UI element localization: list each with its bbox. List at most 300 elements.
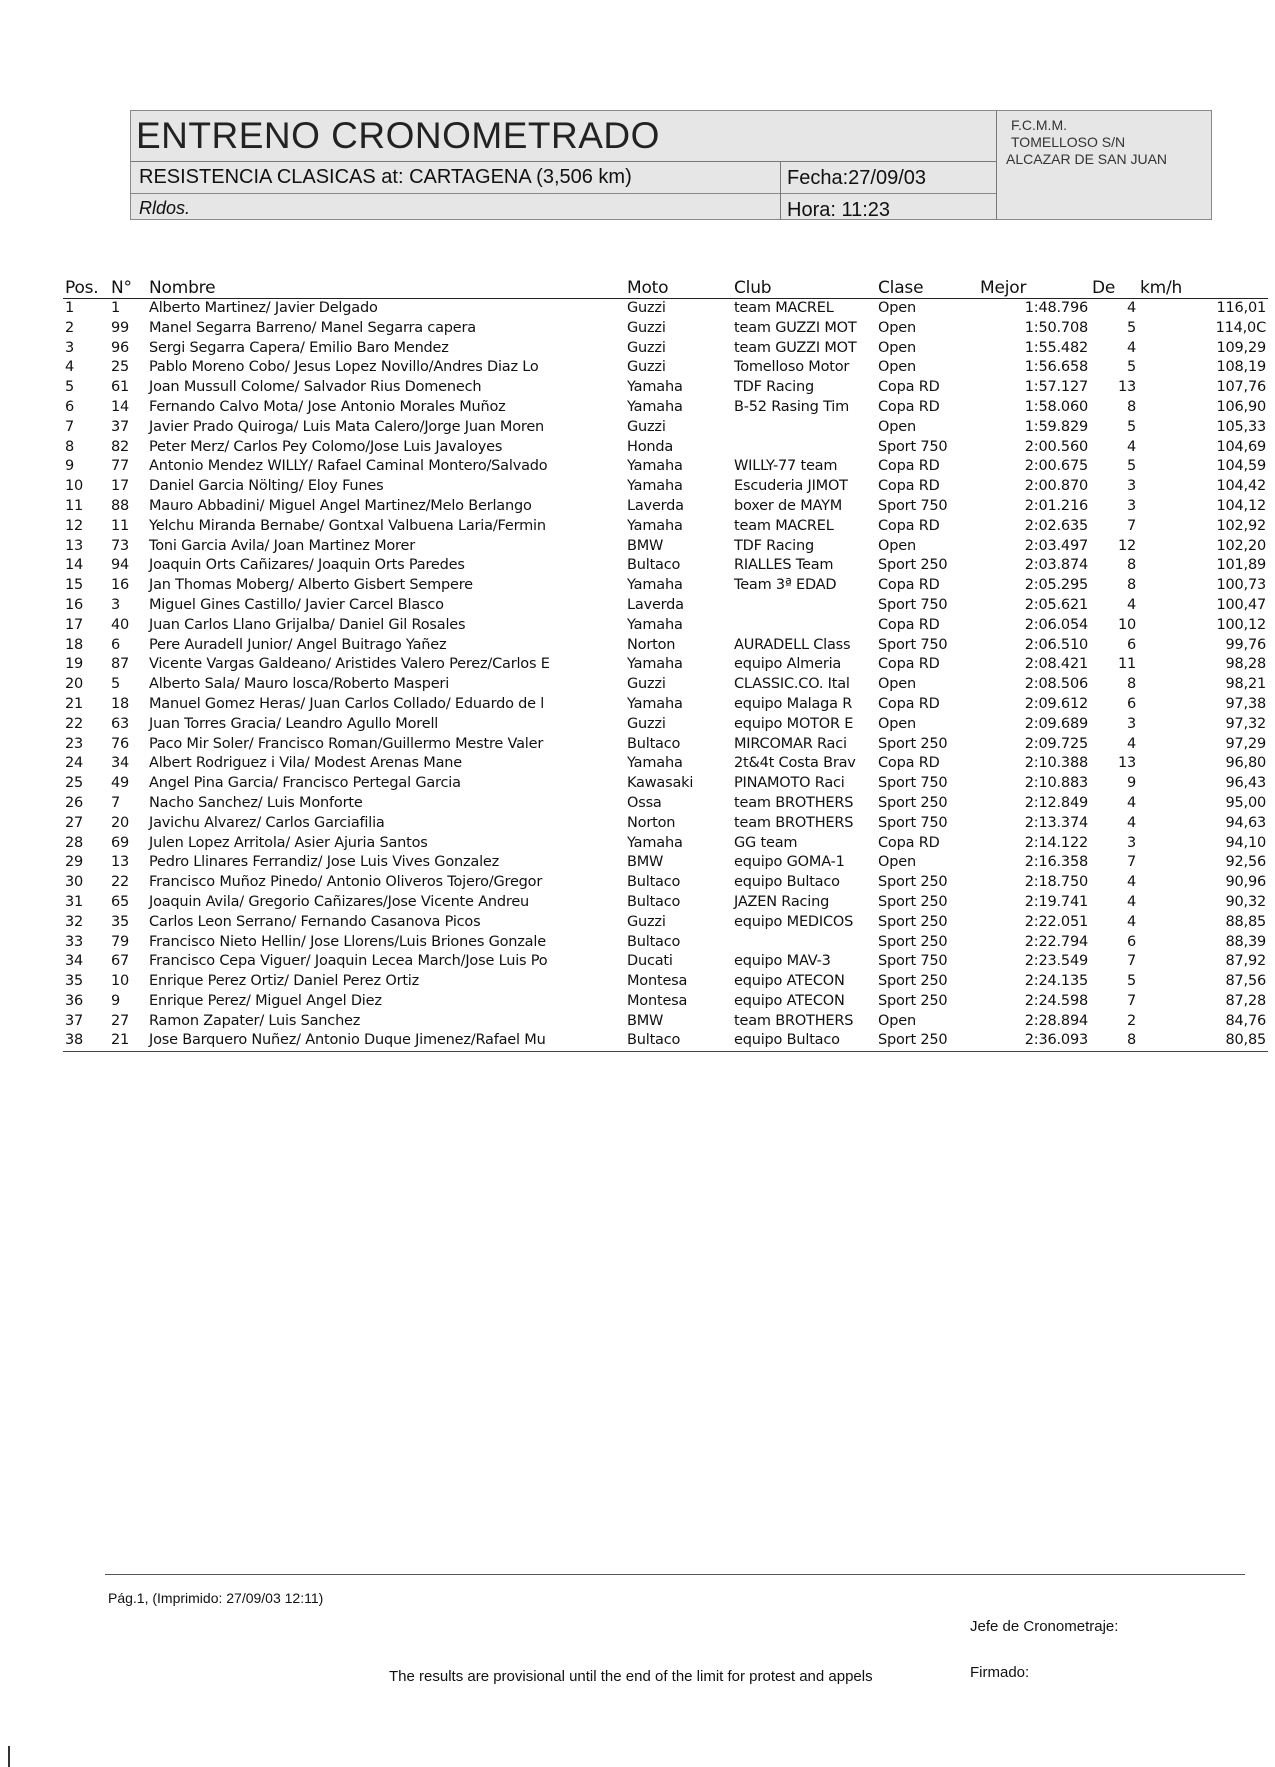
cell-name: Jan Thomas Moberg/ Alberto Gisbert Sempere xyxy=(149,577,473,594)
cell-class: Sport 250 xyxy=(878,735,948,752)
cell-speed: 102,92 xyxy=(1216,517,1266,534)
table-row xyxy=(63,972,1268,992)
cell-class: Sport 250 xyxy=(876,1031,978,1051)
cell-number: 61 xyxy=(111,379,130,396)
cell-bike: Guzzi xyxy=(627,319,666,336)
cell-number: 17 xyxy=(111,478,130,495)
cell-bike: Ducati xyxy=(627,953,673,970)
cell-class: Sport 750 xyxy=(878,438,948,455)
cell-number: 37 xyxy=(111,418,130,435)
cell-name: Francisco Muñoz Pinedo/ Antonio Oliveros Tojero/Gregor xyxy=(149,874,543,891)
column-header-number: N° xyxy=(109,278,147,299)
cell-class: Copa RD xyxy=(878,834,940,851)
cell-speed: 87,92 xyxy=(1225,953,1266,970)
cell-best-lap: 2:05.621 xyxy=(1024,596,1088,613)
cell-laps: 4 xyxy=(1126,339,1136,356)
cell-speed: 87,28 xyxy=(1225,992,1266,1009)
cell-bike: Laverda xyxy=(627,596,684,613)
cell-laps: 6 xyxy=(1126,636,1136,653)
cell-number: 7 xyxy=(111,794,121,811)
cell-class: Sport 250 xyxy=(878,893,948,910)
table-row xyxy=(63,715,1268,735)
cell-club: JAZEN Racing xyxy=(734,893,830,910)
cell-club: equipo GOMA-1 xyxy=(734,854,845,871)
cell-club: equipo Malaga R xyxy=(734,695,853,712)
cell-club: 2t&4t Costa Brav xyxy=(734,755,856,772)
cell-class: Sport 250 xyxy=(878,557,948,574)
cell-bike: Guzzi xyxy=(627,676,666,693)
column-header-pos: Pos. xyxy=(63,278,109,299)
cell-club: Team 3ª EDAD xyxy=(734,577,837,594)
cell-speed: 100,47 xyxy=(1216,596,1266,613)
cell-class: Sport 750 xyxy=(878,775,948,792)
cell-pos: 24 xyxy=(65,755,84,772)
cell-name: Peter Merz/ Carlos Pey Colomo/Jose Luis Javaloyes xyxy=(149,438,503,455)
cell-class: Sport 250 xyxy=(878,933,948,950)
cell-club xyxy=(732,933,876,953)
cell-pos: 8 xyxy=(65,438,75,455)
cell-club: equipo Bultaco xyxy=(734,874,840,891)
footer-divider xyxy=(105,1574,1245,1575)
table-row xyxy=(63,596,1268,616)
cell-speed: 80,85 xyxy=(1138,1031,1268,1051)
cell-bike: Yamaha xyxy=(627,517,683,534)
cell-club: team GUZZI MOT xyxy=(734,319,857,336)
cell-pos: 1 xyxy=(65,300,75,316)
cell-best-lap: 2:02.635 xyxy=(1024,517,1088,534)
cell-best-lap: 2:10.388 xyxy=(1024,755,1088,772)
cell-class: Copa RD xyxy=(878,458,940,475)
cell-bike: Bultaco xyxy=(625,1031,732,1051)
cell-laps: 4 xyxy=(1126,814,1136,831)
cell-pos: 2 xyxy=(65,319,75,336)
cell-pos: 9 xyxy=(65,458,75,475)
cell-bike: Guzzi xyxy=(627,359,666,376)
cell-club: TDF Racing xyxy=(734,379,815,396)
cell-bike: Yamaha xyxy=(627,398,683,415)
cell-bike: Yamaha xyxy=(627,616,683,633)
cell-speed: 96,43 xyxy=(1225,775,1266,792)
cell-best-lap: 2:00.560 xyxy=(1024,438,1088,455)
cell-best-lap: 2:19.741 xyxy=(1024,893,1088,910)
cell-name: Yelchu Miranda Bernabe/ Gontxal Valbuena Laria/Fermin xyxy=(149,517,546,534)
cell-name: Enrique Perez Ortiz/ Daniel Perez Ortiz xyxy=(149,973,420,990)
cell-bike: Bultaco xyxy=(627,735,681,752)
table-row xyxy=(63,675,1268,695)
table-row xyxy=(63,438,1268,458)
cell-pos: 12 xyxy=(65,517,84,534)
cell-speed: 96,80 xyxy=(1225,755,1266,772)
column-header-class: Clase xyxy=(876,278,978,299)
cell-number: 63 xyxy=(111,715,130,732)
cell-best-lap: 2:24.135 xyxy=(1024,973,1088,990)
cell-pos: 31 xyxy=(65,893,84,910)
cell-laps: 13 xyxy=(1117,379,1136,396)
cell-speed: 116,01 xyxy=(1216,300,1266,316)
column-header-best-lap: Mejor xyxy=(978,278,1090,299)
cell-speed: 102,20 xyxy=(1216,537,1266,554)
cell-name: Toni Garcia Avila/ Joan Martinez Morer xyxy=(149,537,415,554)
cell-speed: 84,76 xyxy=(1225,1012,1266,1029)
cell-pos: 35 xyxy=(65,973,84,990)
cell-best-lap: 2:09.612 xyxy=(1024,695,1088,712)
cell-speed: 104,42 xyxy=(1216,478,1266,495)
column-header-laps: De xyxy=(1090,278,1138,299)
report-date: Fecha:27/09/03 xyxy=(787,167,926,189)
cell-class: Sport 750 xyxy=(878,497,948,514)
cell-best-lap: 2:28.894 xyxy=(1024,1012,1088,1029)
header-divider xyxy=(780,161,781,220)
table-row xyxy=(63,636,1268,656)
cell-club: Tomelloso Motor xyxy=(734,359,850,376)
cell-pos: 3 xyxy=(65,339,75,356)
cell-pos: 14 xyxy=(65,557,84,574)
signed-label: Firmado: xyxy=(970,1664,1030,1681)
cell-speed: 114,0C xyxy=(1215,319,1266,336)
cell-speed: 94,10 xyxy=(1225,834,1266,851)
cell-name: Pablo Moreno Cobo/ Jesus Lopez Novillo/Andres Diaz Lo xyxy=(149,359,539,376)
cell-name: Carlos Leon Serrano/ Fernando Casanova Picos xyxy=(149,913,481,930)
cell-class: Copa RD xyxy=(878,755,940,772)
cell-bike: Bultaco xyxy=(627,933,681,950)
cell-laps: 12 xyxy=(1117,537,1136,554)
cell-pos: 22 xyxy=(65,715,84,732)
cell-name: Pedro Llinares Ferrandiz/ Jose Luis Vives Gonzalez xyxy=(149,854,500,871)
cell-speed: 104,69 xyxy=(1216,438,1266,455)
table-row xyxy=(63,556,1268,576)
cell-class: Open xyxy=(878,319,916,336)
cell-class: Sport 750 xyxy=(878,953,948,970)
cell-best-lap: 2:22.794 xyxy=(1024,933,1088,950)
cell-club: equipo ATECON xyxy=(734,992,845,1009)
cell-best-lap: 1:56.658 xyxy=(1024,359,1088,376)
cell-bike: BMW xyxy=(627,537,664,554)
cell-bike: Laverda xyxy=(627,497,684,514)
cell-club: WILLY-77 team xyxy=(734,458,838,475)
cell-best-lap: 2:16.358 xyxy=(1024,854,1088,871)
cell-number: 18 xyxy=(111,695,130,712)
cell-class: Copa RD xyxy=(878,695,940,712)
cell-speed: 97,32 xyxy=(1225,715,1266,732)
cell-name: Vicente Vargas Galdeano/ Aristides Valero Perez/Carlos E xyxy=(149,656,550,673)
cell-laps: 4 xyxy=(1126,893,1136,910)
cell-best-lap: 2:08.421 xyxy=(1024,656,1088,673)
table-row xyxy=(63,497,1268,517)
cell-bike: Guzzi xyxy=(627,418,666,435)
cell-laps: 7 xyxy=(1126,992,1136,1009)
cell-number: 27 xyxy=(111,1012,130,1029)
cell-name: Joan Mussull Colome/ Salvador Rius Domenech xyxy=(149,379,482,396)
table-body xyxy=(63,299,1268,1052)
cell-speed: 94,63 xyxy=(1225,814,1266,831)
cell-club xyxy=(732,596,876,616)
cell-laps: 11 xyxy=(1117,656,1136,673)
cell-club: equipo MEDICOS xyxy=(734,913,854,930)
cell-number: 22 xyxy=(111,874,130,891)
cell-pos: 19 xyxy=(65,656,84,673)
cell-number: 35 xyxy=(111,913,130,930)
cell-best-lap: 2:23.549 xyxy=(1024,953,1088,970)
cell-club: team BROTHERS xyxy=(734,1012,854,1029)
cell-pos: 5 xyxy=(65,379,75,396)
cell-speed: 90,32 xyxy=(1225,893,1266,910)
cell-speed: 95,00 xyxy=(1225,794,1266,811)
cell-pos: 34 xyxy=(65,953,84,970)
cell-number: 65 xyxy=(111,893,130,910)
cell-pos: 17 xyxy=(65,616,84,633)
cell-laps: 5 xyxy=(1126,418,1136,435)
table-row xyxy=(63,992,1268,1012)
cell-speed: 106,90 xyxy=(1216,398,1266,415)
report-header xyxy=(130,110,1212,220)
cell-class: Copa RD xyxy=(878,398,940,415)
column-header-bike: Moto xyxy=(625,278,732,299)
cell-name: Alberto Sala/ Mauro losca/Roberto Masperi xyxy=(149,676,450,693)
cell-class: Sport 750 xyxy=(878,814,948,831)
cell-bike: Honda xyxy=(627,438,674,455)
cell-bike: Montesa xyxy=(627,973,688,990)
cell-best-lap: 2:06.510 xyxy=(1024,636,1088,653)
cell-club xyxy=(732,616,876,636)
cell-speed: 104,12 xyxy=(1216,497,1266,514)
cell-laps: 4 xyxy=(1126,300,1136,316)
cell-number: 88 xyxy=(111,497,130,514)
cell-club: MIRCOMAR Raci xyxy=(734,735,847,752)
cell-best-lap: 2:06.054 xyxy=(1024,616,1088,633)
cell-name: Ramon Zapater/ Luis Sanchez xyxy=(149,1012,361,1029)
cell-club: boxer de MAYM xyxy=(734,497,843,514)
cell-laps: 3 xyxy=(1126,497,1136,514)
cell-speed: 97,38 xyxy=(1225,695,1266,712)
table-row xyxy=(63,655,1268,675)
organizer-city: ALCAZAR DE SAN JUAN xyxy=(1006,151,1168,167)
cell-number: 82 xyxy=(111,438,130,455)
cell-name: Enrique Perez/ Miguel Angel Diez xyxy=(149,992,382,1009)
cell-class: Sport 750 xyxy=(878,636,948,653)
cell-best-lap: 2:18.750 xyxy=(1024,874,1088,891)
cell-speed: 100,12 xyxy=(1216,616,1266,633)
table-row xyxy=(63,695,1268,715)
cell-class: Open xyxy=(878,676,916,693)
table-row xyxy=(63,834,1268,854)
cell-club: equipo Almeria xyxy=(734,656,842,673)
cell-pos: 18 xyxy=(65,636,84,653)
cell-bike: Guzzi xyxy=(627,913,666,930)
table-row xyxy=(63,774,1268,794)
cell-name: Javier Prado Quiroga/ Luis Mata Calero/Jorge Juan Moren xyxy=(149,418,545,435)
cell-best-lap: 2:22.051 xyxy=(1024,913,1088,930)
cell-laps: 8 xyxy=(1126,577,1136,594)
cell-best-lap: 2:00.870 xyxy=(1024,478,1088,495)
cell-laps: 6 xyxy=(1126,695,1136,712)
header-divider xyxy=(996,111,997,220)
cell-number: 25 xyxy=(111,359,130,376)
cell-number: 16 xyxy=(111,577,130,594)
cell-club: team GUZZI MOT xyxy=(734,339,857,356)
cell-pos: 15 xyxy=(65,577,84,594)
cell-pos: 16 xyxy=(65,596,84,613)
cell-bike: Yamaha xyxy=(627,458,683,475)
cell-laps: 4 xyxy=(1126,438,1136,455)
cell-laps: 13 xyxy=(1117,755,1136,772)
header-divider xyxy=(131,161,996,162)
cell-class: Open xyxy=(878,537,916,554)
cell-pos: 33 xyxy=(65,933,84,950)
cell-class: Sport 250 xyxy=(878,913,948,930)
cell-speed: 107,76 xyxy=(1216,379,1266,396)
cell-number: 5 xyxy=(111,676,121,693)
cell-best-lap: 2:09.725 xyxy=(1024,735,1088,752)
cell-speed: 101,89 xyxy=(1216,557,1266,574)
cell-number: 49 xyxy=(111,775,130,792)
cell-bike: Yamaha xyxy=(627,834,683,851)
table-row xyxy=(63,339,1268,359)
table-row xyxy=(63,794,1268,814)
cell-club: Escuderia JIMOT xyxy=(734,478,848,495)
cell-name: Albert Rodriguez i Vila/ Modest Arenas Mane xyxy=(149,755,463,772)
cell-best-lap: 1:50.708 xyxy=(1024,319,1088,336)
cell-laps: 5 xyxy=(1126,973,1136,990)
cell-laps: 3 xyxy=(1126,715,1136,732)
cell-pos: 38 xyxy=(63,1031,109,1051)
cell-class: Sport 250 xyxy=(878,794,948,811)
cell-number: 1 xyxy=(111,300,121,316)
cell-speed: 99,76 xyxy=(1225,636,1266,653)
cell-pos: 23 xyxy=(65,735,84,752)
cell-laps: 3 xyxy=(1126,834,1136,851)
cell-club xyxy=(732,438,876,458)
table-row xyxy=(63,319,1268,339)
cell-class: Copa RD xyxy=(878,656,940,673)
cell-name: Mauro Abbadini/ Miguel Angel Martinez/Melo Berlango xyxy=(149,497,532,514)
cell-bike: Kawasaki xyxy=(627,775,694,792)
cell-speed: 100,73 xyxy=(1216,577,1266,594)
cell-class: Sport 750 xyxy=(878,596,948,613)
cell-club: AURADELL Class xyxy=(734,636,851,653)
cell-pos: 36 xyxy=(65,992,84,1009)
organizer-name: F.C.M.M. xyxy=(1011,117,1067,133)
organizer-address: TOMELLOSO S/N xyxy=(1011,134,1126,150)
cell-club: team BROTHERS xyxy=(734,794,854,811)
cell-speed: 88,39 xyxy=(1225,933,1266,950)
cell-class: Open xyxy=(878,339,916,356)
table-row xyxy=(63,457,1268,477)
cell-laps: 8 xyxy=(1126,676,1136,693)
cell-name: Francisco Cepa Viguer/ Joaquin Lecea March/Jose Luis Po xyxy=(149,953,548,970)
cell-best-lap: 2:03.497 xyxy=(1024,537,1088,554)
cell-pos: 4 xyxy=(65,359,75,376)
cell-laps: 5 xyxy=(1126,319,1136,336)
column-header-name: Nombre xyxy=(147,278,625,299)
cell-pos: 11 xyxy=(65,497,84,514)
cell-class: Sport 250 xyxy=(878,874,948,891)
cell-pos: 21 xyxy=(65,695,84,712)
cell-speed: 105,33 xyxy=(1216,418,1266,435)
cell-number: 10 xyxy=(111,973,130,990)
cell-bike: Guzzi xyxy=(627,339,666,356)
cell-bike: Guzzi xyxy=(627,300,666,316)
race-name: RESISTENCIA CLASICAS at: CARTAGENA (3,506 km) xyxy=(139,166,632,188)
cell-name: Paco Mir Soler/ Francisco Roman/Guillermo Mestre Valer xyxy=(149,735,544,752)
cell-club: CLASSIC.CO. Ital xyxy=(734,676,850,693)
cell-laps: 8 xyxy=(1126,398,1136,415)
cell-class: Sport 250 xyxy=(878,992,948,1009)
cell-name: Fernando Calvo Mota/ Jose Antonio Morales Muñoz xyxy=(149,398,506,415)
header-divider xyxy=(131,193,996,194)
cell-number: 34 xyxy=(111,755,130,772)
cell-number: 87 xyxy=(111,656,130,673)
cell-number: 13 xyxy=(111,854,130,871)
cell-best-lap: 2:14.122 xyxy=(1024,834,1088,851)
cell-name: Daniel Garcia Nölting/ Eloy Funes xyxy=(149,478,384,495)
cell-class: Open xyxy=(878,715,916,732)
table-row xyxy=(63,735,1268,755)
cell-laps: 8 xyxy=(1090,1031,1138,1051)
cell-name: Manel Segarra Barreno/ Manel Segarra capera xyxy=(149,319,476,336)
table-row xyxy=(63,814,1268,834)
cell-pos: 13 xyxy=(65,537,84,554)
table-row xyxy=(63,893,1268,913)
cell-name: Angel Pina Garcia/ Francisco Pertegal Garcia xyxy=(149,775,461,792)
cell-class: Copa RD xyxy=(878,478,940,495)
cell-speed: 108,19 xyxy=(1216,359,1266,376)
cell-bike: BMW xyxy=(627,854,664,871)
cell-best-lap: 2:36.093 xyxy=(978,1031,1090,1051)
table-row xyxy=(63,1012,1268,1032)
table-row xyxy=(63,1031,1268,1051)
cell-pos: 29 xyxy=(65,854,84,871)
cell-name: Joaquin Avila/ Gregorio Cañizares/Jose Vicente Andreu xyxy=(149,893,530,910)
cell-bike: Bultaco xyxy=(627,893,681,910)
cell-bike: Yamaha xyxy=(627,577,683,594)
table-row xyxy=(63,913,1268,933)
cell-laps: 7 xyxy=(1126,517,1136,534)
cell-club: PINAMOTO Raci xyxy=(734,775,845,792)
cell-club: equipo MOTOR E xyxy=(734,715,854,732)
cell-laps: 6 xyxy=(1126,933,1136,950)
cell-speed: 109,29 xyxy=(1216,339,1266,356)
cell-bike: Bultaco xyxy=(627,874,681,891)
results-label: Rldos. xyxy=(139,198,191,218)
cell-class: Copa RD xyxy=(878,379,940,396)
cell-name: Nacho Sanchez/ Luis Monforte xyxy=(149,794,363,811)
report-title: ENTRENO CRONOMETRADO xyxy=(136,115,660,156)
cell-pos: 26 xyxy=(65,794,84,811)
cell-class: Copa RD xyxy=(878,577,940,594)
table-row xyxy=(63,358,1268,378)
cell-speed: 98,28 xyxy=(1225,656,1266,673)
cell-class: Open xyxy=(878,359,916,376)
cell-name: Juan Carlos Llano Grijalba/ Daniel Gil Rosales xyxy=(149,616,466,633)
cell-laps: 5 xyxy=(1126,359,1136,376)
cell-laps: 2 xyxy=(1126,1012,1136,1029)
cell-bike: Guzzi xyxy=(627,715,666,732)
cell-name: Antonio Mendez WILLY/ Rafael Caminal Montero/Salvado xyxy=(149,458,548,475)
cell-bike: Norton xyxy=(627,814,676,831)
cell-club xyxy=(732,418,876,438)
cell-best-lap: 2:12.849 xyxy=(1024,794,1088,811)
cell-best-lap: 2:24.598 xyxy=(1024,992,1088,1009)
cell-laps: 5 xyxy=(1126,458,1136,475)
table-row xyxy=(63,398,1268,418)
cell-pos: 37 xyxy=(65,1012,84,1029)
cell-laps: 7 xyxy=(1126,953,1136,970)
table-row xyxy=(63,873,1268,893)
cell-best-lap: 2:05.295 xyxy=(1024,577,1088,594)
cell-best-lap: 2:10.883 xyxy=(1024,775,1088,792)
cell-laps: 10 xyxy=(1117,616,1136,633)
cell-name: Joaquin Orts Cañizares/ Joaquin Orts Paredes xyxy=(149,557,465,574)
